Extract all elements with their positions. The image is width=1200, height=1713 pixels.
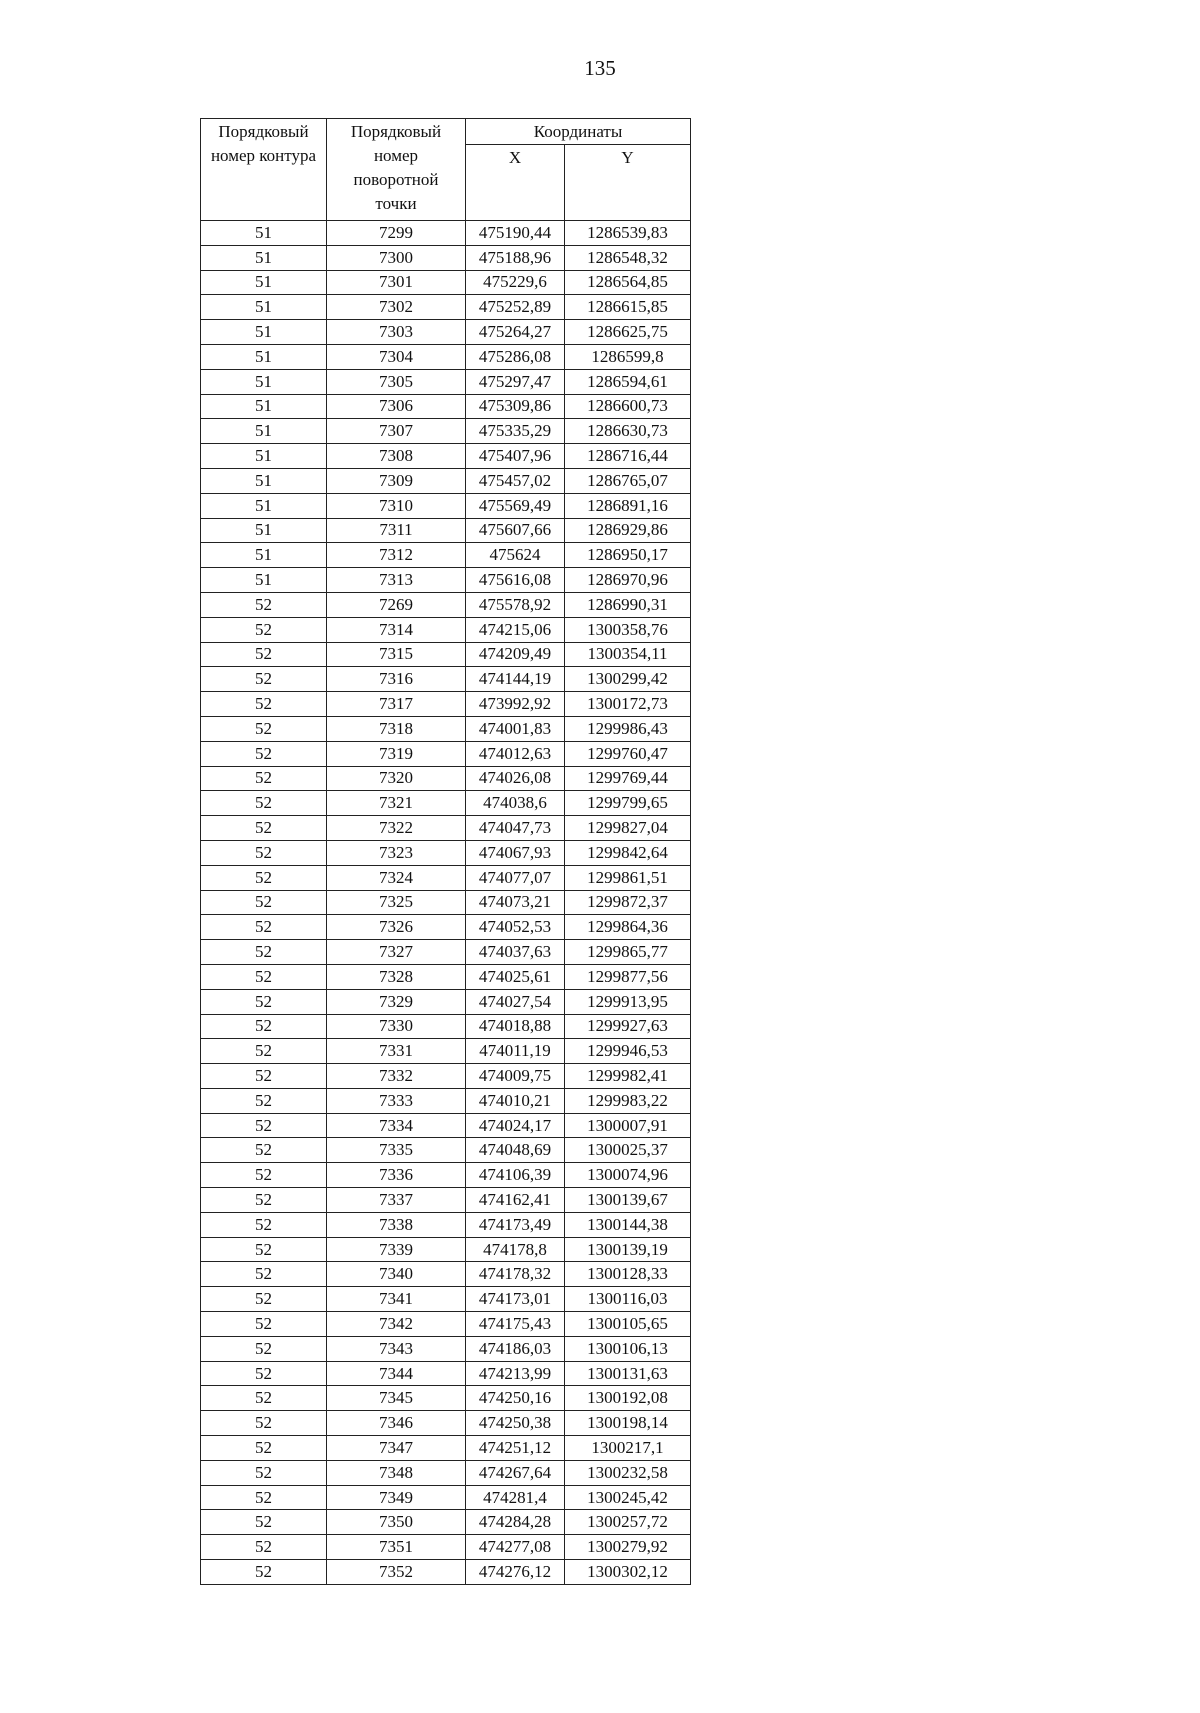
- x-coordinate-cell: 475578,92: [466, 592, 565, 617]
- table-row: [201, 1014, 691, 1039]
- point-number-cell: 7342: [327, 1312, 466, 1337]
- x-coordinate-cell: 475190,44: [466, 221, 565, 246]
- x-coordinate-cell: 474009,75: [466, 1064, 565, 1089]
- contour-number-cell: 52: [201, 1262, 327, 1287]
- table-row: [201, 1212, 691, 1237]
- contour-number-cell: 52: [201, 1485, 327, 1510]
- point-number-cell: 7336: [327, 1163, 466, 1188]
- table-row: [201, 419, 691, 444]
- y-coordinate-cell: 1300279,92: [565, 1535, 691, 1560]
- y-coordinate-cell: 1299877,56: [565, 964, 691, 989]
- y-coordinate-cell: 1300354,11: [565, 642, 691, 667]
- table-row: [201, 1287, 691, 1312]
- contour-number-cell: 52: [201, 915, 327, 940]
- x-coordinate-cell: 475297,47: [466, 369, 565, 394]
- table-row: [201, 1163, 691, 1188]
- table-row: [201, 344, 691, 369]
- point-number-cell: 7328: [327, 964, 466, 989]
- point-number-cell: 7334: [327, 1113, 466, 1138]
- y-coordinate-cell: 1299986,43: [565, 716, 691, 741]
- y-coordinate-cell: 1286990,31: [565, 592, 691, 617]
- y-coordinate-cell: 1300358,76: [565, 617, 691, 642]
- table-row: [201, 1436, 691, 1461]
- point-number-cell: 7303: [327, 320, 466, 345]
- point-number-cell: 7315: [327, 642, 466, 667]
- y-coordinate-cell: 1299827,04: [565, 816, 691, 841]
- table-row: [201, 394, 691, 419]
- y-coordinate-cell: 1300128,33: [565, 1262, 691, 1287]
- x-coordinate-cell: 474281,4: [466, 1485, 565, 1510]
- x-coordinate-cell: 474277,08: [466, 1535, 565, 1560]
- point-number-cell: 7340: [327, 1262, 466, 1287]
- contour-number-cell: 51: [201, 468, 327, 493]
- point-number-cell: 7351: [327, 1535, 466, 1560]
- table-row: [201, 1460, 691, 1485]
- point-number-cell: 7330: [327, 1014, 466, 1039]
- point-number-cell: 7329: [327, 989, 466, 1014]
- x-coordinate-cell: 475229,6: [466, 270, 565, 295]
- y-coordinate-cell: 1299927,63: [565, 1014, 691, 1039]
- point-number-cell: 7327: [327, 940, 466, 965]
- contour-number-cell: 51: [201, 568, 327, 593]
- table-row: [201, 741, 691, 766]
- point-number-cell: 7335: [327, 1138, 466, 1163]
- x-coordinate-cell: 474215,06: [466, 617, 565, 642]
- contour-number-cell: 52: [201, 1138, 327, 1163]
- table-row: [201, 1312, 691, 1337]
- x-coordinate-cell: 474144,19: [466, 667, 565, 692]
- y-coordinate-cell: 1286970,96: [565, 568, 691, 593]
- point-number-cell: 7316: [327, 667, 466, 692]
- x-coordinate-cell: 475252,89: [466, 295, 565, 320]
- y-coordinate-cell: 1300139,19: [565, 1237, 691, 1262]
- table-row: [201, 221, 691, 246]
- contour-number-cell: 52: [201, 692, 327, 717]
- table-row: [201, 989, 691, 1014]
- point-number-cell: 7347: [327, 1436, 466, 1461]
- contour-number-cell: 52: [201, 1237, 327, 1262]
- y-coordinate-cell: 1299769,44: [565, 766, 691, 791]
- x-coordinate-cell: 474250,38: [466, 1411, 565, 1436]
- contour-number-cell: 51: [201, 493, 327, 518]
- contour-number-cell: 52: [201, 890, 327, 915]
- x-coordinate-cell: 474025,61: [466, 964, 565, 989]
- header-y: Y: [565, 145, 691, 221]
- point-number-cell: 7308: [327, 444, 466, 469]
- y-coordinate-cell: 1300105,65: [565, 1312, 691, 1337]
- x-coordinate-cell: 473992,92: [466, 692, 565, 717]
- x-coordinate-cell: 474178,8: [466, 1237, 565, 1262]
- y-coordinate-cell: 1299983,22: [565, 1088, 691, 1113]
- x-coordinate-cell: 474037,63: [466, 940, 565, 965]
- table-row: [201, 716, 691, 741]
- x-coordinate-cell: 475607,66: [466, 518, 565, 543]
- table-row: [201, 766, 691, 791]
- x-coordinate-cell: 475188,96: [466, 245, 565, 270]
- table-row: [201, 1411, 691, 1436]
- table-row: [201, 617, 691, 642]
- x-coordinate-cell: 474173,01: [466, 1287, 565, 1312]
- y-coordinate-cell: 1300198,14: [565, 1411, 691, 1436]
- y-coordinate-cell: 1300299,42: [565, 667, 691, 692]
- y-coordinate-cell: 1300192,08: [565, 1386, 691, 1411]
- contour-number-cell: 51: [201, 369, 327, 394]
- y-coordinate-cell: 1299864,36: [565, 915, 691, 940]
- table-row: [201, 915, 691, 940]
- contour-number-cell: 52: [201, 1436, 327, 1461]
- x-coordinate-cell: 475616,08: [466, 568, 565, 593]
- table-row: [201, 865, 691, 890]
- header-coordinates: Координаты: [466, 119, 691, 145]
- contour-number-cell: 51: [201, 344, 327, 369]
- x-coordinate-cell: 474209,49: [466, 642, 565, 667]
- point-number-cell: 7337: [327, 1188, 466, 1213]
- table-row: [201, 667, 691, 692]
- table-row: [201, 964, 691, 989]
- contour-number-cell: 51: [201, 518, 327, 543]
- contour-number-cell: 52: [201, 1014, 327, 1039]
- contour-number-cell: 52: [201, 1510, 327, 1535]
- y-coordinate-cell: 1300106,13: [565, 1336, 691, 1361]
- y-coordinate-cell: 1300144,38: [565, 1212, 691, 1237]
- y-coordinate-cell: 1286600,73: [565, 394, 691, 419]
- point-number-cell: 7322: [327, 816, 466, 841]
- x-coordinate-cell: 474162,41: [466, 1188, 565, 1213]
- point-number-cell: 7312: [327, 543, 466, 568]
- table-row: [201, 543, 691, 568]
- point-number-cell: 7343: [327, 1336, 466, 1361]
- x-coordinate-cell: 474284,28: [466, 1510, 565, 1535]
- table-row: [201, 568, 691, 593]
- x-coordinate-cell: 474067,93: [466, 840, 565, 865]
- y-coordinate-cell: 1299865,77: [565, 940, 691, 965]
- y-coordinate-cell: 1286615,85: [565, 295, 691, 320]
- x-coordinate-cell: 474052,53: [466, 915, 565, 940]
- x-coordinate-cell: 475407,96: [466, 444, 565, 469]
- point-number-cell: 7313: [327, 568, 466, 593]
- y-coordinate-cell: 1299946,53: [565, 1039, 691, 1064]
- x-coordinate-cell: 474024,17: [466, 1113, 565, 1138]
- table-row: [201, 1138, 691, 1163]
- contour-number-cell: 51: [201, 394, 327, 419]
- header-x: X: [466, 145, 565, 221]
- point-number-cell: 7301: [327, 270, 466, 295]
- point-number-cell: 7307: [327, 419, 466, 444]
- y-coordinate-cell: 1286599,8: [565, 344, 691, 369]
- table-row: [201, 1535, 691, 1560]
- y-coordinate-cell: 1300217,1: [565, 1436, 691, 1461]
- x-coordinate-cell: 474048,69: [466, 1138, 565, 1163]
- point-number-cell: 7317: [327, 692, 466, 717]
- contour-number-cell: 52: [201, 1188, 327, 1213]
- point-number-cell: 7302: [327, 295, 466, 320]
- x-coordinate-cell: 475309,86: [466, 394, 565, 419]
- x-coordinate-cell: 474250,16: [466, 1386, 565, 1411]
- table-row: [201, 1510, 691, 1535]
- table-row: [201, 468, 691, 493]
- contour-number-cell: 52: [201, 1039, 327, 1064]
- contour-number-cell: 52: [201, 940, 327, 965]
- table-row: [201, 1262, 691, 1287]
- point-number-cell: 7319: [327, 741, 466, 766]
- x-coordinate-cell: 474213,99: [466, 1361, 565, 1386]
- y-coordinate-cell: 1286564,85: [565, 270, 691, 295]
- point-number-cell: 7320: [327, 766, 466, 791]
- y-coordinate-cell: 1286891,16: [565, 493, 691, 518]
- table-row: [201, 692, 691, 717]
- contour-number-cell: 52: [201, 741, 327, 766]
- table-row: [201, 320, 691, 345]
- contour-number-cell: 52: [201, 1411, 327, 1436]
- table-row: [201, 816, 691, 841]
- contour-number-cell: 52: [201, 989, 327, 1014]
- x-coordinate-cell: 474175,43: [466, 1312, 565, 1337]
- contour-number-cell: 51: [201, 245, 327, 270]
- contour-number-cell: 51: [201, 419, 327, 444]
- point-number-cell: 7311: [327, 518, 466, 543]
- table-row: [201, 245, 691, 270]
- contour-number-cell: 52: [201, 617, 327, 642]
- x-coordinate-cell: 474106,39: [466, 1163, 565, 1188]
- y-coordinate-cell: 1300302,12: [565, 1560, 691, 1585]
- contour-number-cell: 52: [201, 642, 327, 667]
- x-coordinate-cell: 474077,07: [466, 865, 565, 890]
- table-row: [201, 270, 691, 295]
- y-coordinate-cell: 1299861,51: [565, 865, 691, 890]
- x-coordinate-cell: 474012,63: [466, 741, 565, 766]
- contour-number-cell: 52: [201, 592, 327, 617]
- point-number-cell: 7332: [327, 1064, 466, 1089]
- contour-number-cell: 52: [201, 1535, 327, 1560]
- y-coordinate-cell: 1299799,65: [565, 791, 691, 816]
- contour-number-cell: 51: [201, 221, 327, 246]
- x-coordinate-cell: 475264,27: [466, 320, 565, 345]
- point-number-cell: 7304: [327, 344, 466, 369]
- point-number-cell: 7305: [327, 369, 466, 394]
- contour-number-cell: 52: [201, 964, 327, 989]
- point-number-cell: 7348: [327, 1460, 466, 1485]
- point-number-cell: 7344: [327, 1361, 466, 1386]
- contour-number-cell: 52: [201, 1113, 327, 1138]
- table-row: [201, 518, 691, 543]
- y-coordinate-cell: 1286630,73: [565, 419, 691, 444]
- x-coordinate-cell: 474251,12: [466, 1436, 565, 1461]
- point-number-cell: 7350: [327, 1510, 466, 1535]
- table-row: [201, 791, 691, 816]
- point-number-cell: 7318: [327, 716, 466, 741]
- contour-number-cell: 52: [201, 1163, 327, 1188]
- table-row: [201, 493, 691, 518]
- x-coordinate-cell: 474186,03: [466, 1336, 565, 1361]
- point-number-cell: 7310: [327, 493, 466, 518]
- table-row: [201, 1485, 691, 1510]
- x-coordinate-cell: 474011,19: [466, 1039, 565, 1064]
- contour-number-cell: 52: [201, 1560, 327, 1585]
- point-number-cell: 7349: [327, 1485, 466, 1510]
- contour-number-cell: 52: [201, 1312, 327, 1337]
- y-coordinate-cell: 1300116,03: [565, 1287, 691, 1312]
- y-coordinate-cell: 1300074,96: [565, 1163, 691, 1188]
- contour-number-cell: 52: [201, 1287, 327, 1312]
- contour-number-cell: 52: [201, 1460, 327, 1485]
- y-coordinate-cell: 1300007,91: [565, 1113, 691, 1138]
- contour-number-cell: 52: [201, 865, 327, 890]
- table-row: [201, 1560, 691, 1585]
- point-number-cell: 7346: [327, 1411, 466, 1436]
- x-coordinate-cell: 474178,32: [466, 1262, 565, 1287]
- table-row: [201, 444, 691, 469]
- contour-number-cell: 52: [201, 816, 327, 841]
- header-row: [201, 119, 691, 145]
- y-coordinate-cell: 1300232,58: [565, 1460, 691, 1485]
- y-coordinate-cell: 1299842,64: [565, 840, 691, 865]
- y-coordinate-cell: 1286539,83: [565, 221, 691, 246]
- y-coordinate-cell: 1300257,72: [565, 1510, 691, 1535]
- y-coordinate-cell: 1300139,67: [565, 1188, 691, 1213]
- x-coordinate-cell: 474047,73: [466, 816, 565, 841]
- table-row: [201, 1113, 691, 1138]
- x-coordinate-cell: 474038,6: [466, 791, 565, 816]
- point-number-cell: 7338: [327, 1212, 466, 1237]
- y-coordinate-cell: 1300025,37: [565, 1138, 691, 1163]
- x-coordinate-cell: 475569,49: [466, 493, 565, 518]
- point-number-cell: 7300: [327, 245, 466, 270]
- y-coordinate-cell: 1286625,75: [565, 320, 691, 345]
- table-row: [201, 1237, 691, 1262]
- contour-number-cell: 51: [201, 270, 327, 295]
- contour-number-cell: 52: [201, 766, 327, 791]
- table-body: [201, 221, 691, 1585]
- y-coordinate-cell: 1300172,73: [565, 692, 691, 717]
- y-coordinate-cell: 1286548,32: [565, 245, 691, 270]
- point-number-cell: 7269: [327, 592, 466, 617]
- point-number-cell: 7352: [327, 1560, 466, 1585]
- contour-number-cell: 52: [201, 716, 327, 741]
- point-number-cell: 7299: [327, 221, 466, 246]
- x-coordinate-cell: 475286,08: [466, 344, 565, 369]
- point-number-cell: 7326: [327, 915, 466, 940]
- table-row: [201, 642, 691, 667]
- contour-number-cell: 52: [201, 1336, 327, 1361]
- y-coordinate-cell: 1300245,42: [565, 1485, 691, 1510]
- x-coordinate-cell: 474001,83: [466, 716, 565, 741]
- y-coordinate-cell: 1299872,37: [565, 890, 691, 915]
- x-coordinate-cell: 474027,54: [466, 989, 565, 1014]
- contour-number-cell: 51: [201, 543, 327, 568]
- y-coordinate-cell: 1286929,86: [565, 518, 691, 543]
- table-row: [201, 840, 691, 865]
- contour-number-cell: 51: [201, 295, 327, 320]
- table-row: [201, 369, 691, 394]
- contour-number-cell: 52: [201, 1064, 327, 1089]
- point-number-cell: 7306: [327, 394, 466, 419]
- table-row: [201, 592, 691, 617]
- x-coordinate-cell: 474010,21: [466, 1088, 565, 1113]
- y-coordinate-cell: 1299982,41: [565, 1064, 691, 1089]
- x-coordinate-cell: 474173,49: [466, 1212, 565, 1237]
- point-number-cell: 7314: [327, 617, 466, 642]
- table-row: [201, 1336, 691, 1361]
- contour-number-cell: 52: [201, 791, 327, 816]
- point-number-cell: 7324: [327, 865, 466, 890]
- point-number-cell: 7325: [327, 890, 466, 915]
- table-row: [201, 1064, 691, 1089]
- point-number-cell: 7333: [327, 1088, 466, 1113]
- page-number: 135: [584, 56, 616, 80]
- contour-number-cell: 52: [201, 1212, 327, 1237]
- y-coordinate-cell: 1286716,44: [565, 444, 691, 469]
- table-row: [201, 890, 691, 915]
- x-coordinate-cell: 474018,88: [466, 1014, 565, 1039]
- contour-number-cell: 52: [201, 1088, 327, 1113]
- y-coordinate-cell: 1286950,17: [565, 543, 691, 568]
- coordinates-table: [200, 118, 691, 1585]
- point-number-cell: 7309: [327, 468, 466, 493]
- table-row: [201, 1386, 691, 1411]
- point-number-cell: 7339: [327, 1237, 466, 1262]
- contour-number-cell: 52: [201, 840, 327, 865]
- contour-number-cell: 52: [201, 1386, 327, 1411]
- point-number-cell: 7341: [327, 1287, 466, 1312]
- point-number-cell: 7331: [327, 1039, 466, 1064]
- table-row: [201, 1039, 691, 1064]
- y-coordinate-cell: 1299913,95: [565, 989, 691, 1014]
- header-point-number: Порядковый номер поворотной точки: [327, 119, 466, 221]
- y-coordinate-cell: 1300131,63: [565, 1361, 691, 1386]
- x-coordinate-cell: 475457,02: [466, 468, 565, 493]
- point-number-cell: 7321: [327, 791, 466, 816]
- x-coordinate-cell: 475335,29: [466, 419, 565, 444]
- x-coordinate-cell: 474267,64: [466, 1460, 565, 1485]
- point-number-cell: 7323: [327, 840, 466, 865]
- point-number-cell: 7345: [327, 1386, 466, 1411]
- x-coordinate-cell: 475624: [466, 543, 565, 568]
- contour-number-cell: 52: [201, 667, 327, 692]
- y-coordinate-cell: 1286594,61: [565, 369, 691, 394]
- table-header: [201, 119, 691, 221]
- contour-number-cell: 51: [201, 320, 327, 345]
- x-coordinate-cell: 474073,21: [466, 890, 565, 915]
- table-row: [201, 295, 691, 320]
- y-coordinate-cell: 1299760,47: [565, 741, 691, 766]
- y-coordinate-cell: 1286765,07: [565, 468, 691, 493]
- contour-number-cell: 51: [201, 444, 327, 469]
- table-row: [201, 1188, 691, 1213]
- header-contour-number: Порядковый номер контура: [201, 119, 327, 221]
- table-row: [201, 940, 691, 965]
- table-row: [201, 1088, 691, 1113]
- x-coordinate-cell: 474026,08: [466, 766, 565, 791]
- table-row: [201, 1361, 691, 1386]
- x-coordinate-cell: 474276,12: [466, 1560, 565, 1585]
- contour-number-cell: 52: [201, 1361, 327, 1386]
